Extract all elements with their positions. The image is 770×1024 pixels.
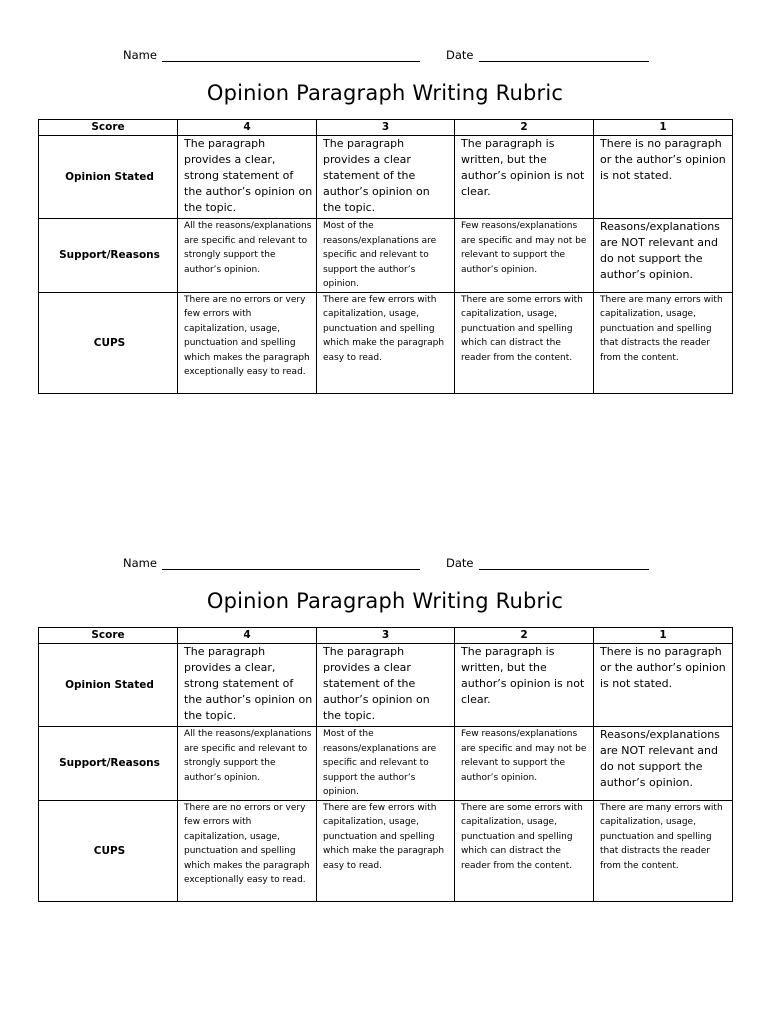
cell-cups-2: There are some errors with capitalization, usage, punctuation and spelling which can distract the reader from the content.: [455, 292, 594, 393]
table-header-row: [39, 120, 733, 136]
cell-cups-4: There are no errors or very few errors with capitalization, usage, punctuation and spelling which makes the paragraph exceptionally easy to read.: [178, 292, 317, 393]
criterion-support-reasons: Support/Reasons: [39, 727, 178, 801]
cell-support-2: Few reasons/explanations are specific and may not be relevant to support the author’s opinion.: [455, 727, 594, 801]
column-header-score: Score: [39, 628, 178, 644]
table-row-cups: [39, 292, 733, 393]
cell-support-1: Reasons/explanations are NOT relevant and do not support the author’s opinion.: [594, 219, 733, 293]
column-header-3: 3: [317, 120, 455, 136]
cell-opinion-2: The paragraph is written, but the author’s opinion is not clear.: [455, 136, 594, 219]
date-blank-line[interactable]: [479, 49, 649, 62]
name-label: Name: [123, 48, 157, 62]
date-label: Date: [446, 556, 474, 570]
rubric-title: Opinion Paragraph Writing Rubric: [206, 589, 564, 613]
cell-support-2: Few reasons/explanations are specific and may not be relevant to support the author’s opinion.: [455, 219, 594, 293]
column-header-4: 4: [178, 120, 317, 136]
cell-cups-1: There are many errors with capitalization, usage, punctuation and spelling that distracts the reader from the content.: [594, 800, 733, 901]
rubric-table: [38, 627, 733, 902]
table-row-cups: [39, 800, 733, 901]
table-row-support-reasons: [39, 219, 733, 293]
column-header-1: 1: [594, 120, 733, 136]
cell-opinion-1: There is no paragraph or the author’s opinion is not stated.: [594, 136, 733, 219]
table-row-opinion-stated: [39, 644, 733, 727]
cell-cups-1: There are many errors with capitalization, usage, punctuation and spelling that distracts the reader from the content.: [594, 292, 733, 393]
date-blank-line[interactable]: [479, 557, 649, 570]
cell-opinion-4: The paragraph provides a clear, strong statement of the author’s opinion on the topic.: [178, 644, 317, 727]
name-field[interactable]: [123, 556, 420, 570]
column-header-3: 3: [317, 628, 455, 644]
column-header-2: 2: [455, 628, 594, 644]
cell-cups-3: There are few errors with capitalization, usage, punctuation and spelling which make the paragraph easy to read.: [317, 800, 455, 901]
column-header-score: Score: [39, 120, 178, 136]
cell-support-4: All the reasons/explanations are specific and relevant to strongly support the author’s opinion.: [178, 219, 317, 293]
criterion-cups: CUPS: [39, 800, 178, 901]
table-row-opinion-stated: [39, 136, 733, 219]
criterion-support-reasons: Support/Reasons: [39, 219, 178, 293]
name-blank-line[interactable]: [162, 49, 420, 62]
cell-support-3: Most of the reasons/explanations are specific and relevant to support the author’s opinion.: [317, 219, 455, 293]
rubric-title: Opinion Paragraph Writing Rubric: [206, 81, 564, 105]
date-field[interactable]: [446, 48, 649, 62]
name-date-line: [38, 554, 732, 574]
date-field[interactable]: [446, 556, 649, 570]
criterion-cups: CUPS: [39, 292, 178, 393]
cell-opinion-3: The paragraph provides a clear statement of the author’s opinion on the topic.: [317, 644, 455, 727]
cell-support-3: Most of the reasons/explanations are specific and relevant to support the author’s opinion.: [317, 727, 455, 801]
rubric-top: [38, 46, 732, 394]
name-date-line: [38, 46, 732, 66]
cell-opinion-3: The paragraph provides a clear statement of the author’s opinion on the topic.: [317, 136, 455, 219]
criterion-opinion-stated: Opinion Stated: [39, 644, 178, 727]
name-label: Name: [123, 556, 157, 570]
rubric-bottom: [38, 554, 732, 902]
cell-opinion-2: The paragraph is written, but the author’s opinion is not clear.: [455, 644, 594, 727]
cell-cups-4: There are no errors or very few errors with capitalization, usage, punctuation and spelling which makes the paragraph exceptionally easy to read.: [178, 800, 317, 901]
date-label: Date: [446, 48, 474, 62]
name-blank-line[interactable]: [162, 557, 420, 570]
criterion-opinion-stated: Opinion Stated: [39, 136, 178, 219]
cell-opinion-1: There is no paragraph or the author’s opinion is not stated.: [594, 644, 733, 727]
column-header-4: 4: [178, 628, 317, 644]
cell-cups-3: There are few errors with capitalization, usage, punctuation and spelling which make the paragraph easy to read.: [317, 292, 455, 393]
table-row-support-reasons: [39, 727, 733, 801]
cell-opinion-4: The paragraph provides a clear, strong statement of the author’s opinion on the topic.: [178, 136, 317, 219]
column-header-2: 2: [455, 120, 594, 136]
table-header-row: [39, 628, 733, 644]
cell-support-1: Reasons/explanations are NOT relevant and do not support the author’s opinion.: [594, 727, 733, 801]
column-header-1: 1: [594, 628, 733, 644]
cell-support-4: All the reasons/explanations are specific and relevant to strongly support the author’s opinion.: [178, 727, 317, 801]
name-field[interactable]: [123, 48, 420, 62]
cell-cups-2: There are some errors with capitalization, usage, punctuation and spelling which can distract the reader from the content.: [455, 800, 594, 901]
rubric-table: [38, 119, 733, 394]
